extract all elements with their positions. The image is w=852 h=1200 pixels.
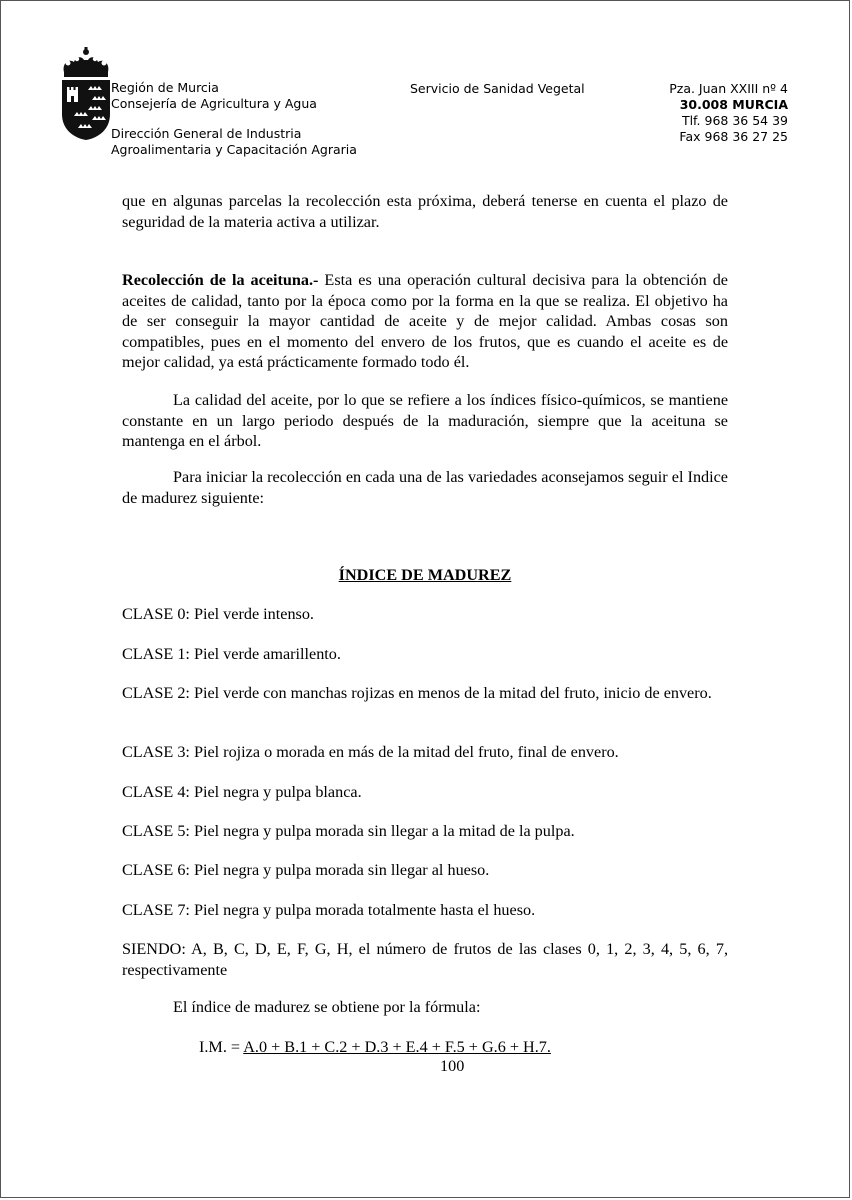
postal-city: 30.008 MURCIA [679,97,788,112]
paragraph-safety-period: que en algunas parcelas la recolección esta próxima, deberá tenerse en cuenta el plazo de seguridad de la materia activa a utilizar. [122,192,728,231]
formula-intro: El índice de madurez se obtiene por la fórmula: [173,998,481,1016]
paragraph-maturity-intro: Para iniciar la recolección en cada una de las variedades aconsejamos seguir el Indice de madurez siguiente: [122,468,728,507]
class-item: CLASE 2: Piel verde con manchas rojizas en menos de la mitad del fruto, inicio de envero. [122,684,712,702]
paragraph-oil-quality: La calidad del aceite, por lo que se refiere a los índices físico-químicos, se mantiene constante en un largo periodo después de la maduración, siempre que la aceituna se mantenga en el árbol. [122,391,728,451]
harvest-title: Recolección de la aceituna.- [122,271,319,289]
fax-number: Fax 968 36 27 25 [679,129,788,144]
class-item: CLASE 5: Piel negra y pulpa morada sin llegar a la mitad de la pulpa. [122,822,575,840]
formula-numerator: A.0 + B.1 + C.2 + D.3 + E.4 + F.5 + G.6 + H.7. [243,1038,551,1056]
formula-denominator: 100 [440,1057,465,1075]
class-item: CLASE 6: Piel negra y pulpa morada sin llegar al hueso. [122,861,490,879]
org-directorate-line1: Dirección General de Industria [111,126,302,141]
harvest-text: Esta es una operación cultural decisiva para la obtención de aceites de calidad, tanto por la época como por la forma en la que se realiza. El objetivo ha de ser conseguir la mayor cantidad de aceite y de mejor calidad. Ambas cosas son compatibles, pues en el momento del envero de los frutos, que es cuando el aceite es de mejor calidad, ya está prácticamente formado todo él. [122,271,728,372]
class-item: CLASE 1: Piel verde amarillento. [122,645,341,663]
siendo-definition: SIENDO: A, B, C, D, E, F, G, H, el número de frutos de las clases 0, 1, 2, 3, 4, 5, 6, 7, respectivamente [122,940,728,979]
formula-label: I.M. = [199,1038,244,1056]
phone-number: Tlf. 968 36 54 39 [681,113,788,128]
org-ministry: Consejería de Agricultura y Agua [111,96,317,111]
class-item: CLASE 0: Piel verde intenso. [122,605,314,623]
address-block [669,81,788,145]
class-item: CLASE 4: Piel negra y pulpa blanca. [122,783,362,801]
region-coat-of-arms-logo [60,46,112,142]
maturity-formula [199,1038,551,1057]
class-item: CLASE 7: Piel negra y pulpa morada totalmente hasta el hueso. [122,901,536,919]
org-directorate-line2: Agroalimentaria y Capacitación Agraria [111,142,357,157]
org-region: Región de Murcia [111,80,219,95]
class-item: CLASE 3: Piel rojiza o morada en más de la mitad del fruto, final de envero. [122,743,619,761]
street-address: Pza. Juan XXIII nº 4 [669,81,788,96]
paragraph-harvest [122,270,728,373]
maturity-index-heading: ÍNDICE DE MADUREZ [338,566,512,584]
service-name: Servicio de Sanidad Vegetal [410,81,585,96]
